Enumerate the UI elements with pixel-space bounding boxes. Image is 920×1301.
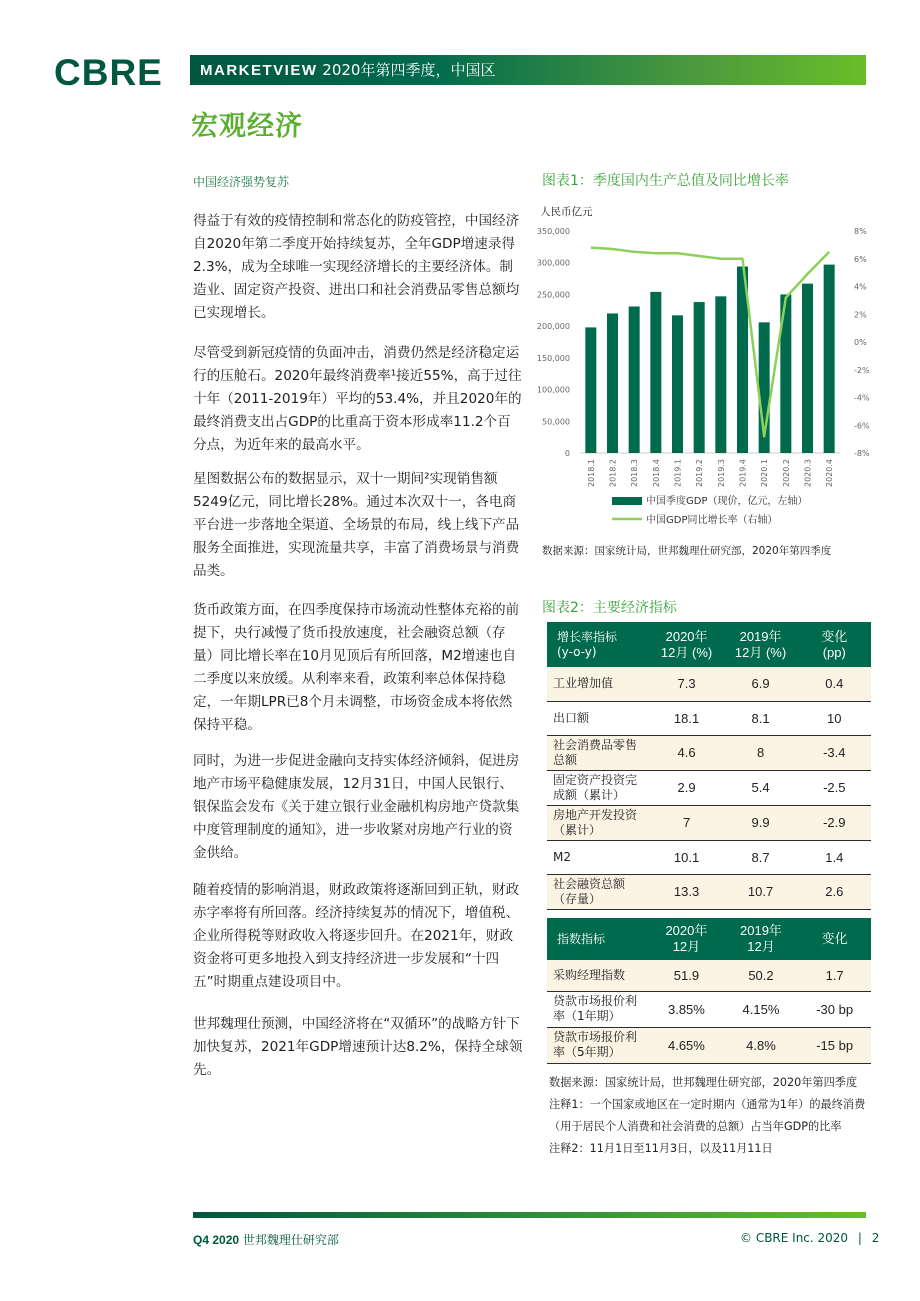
right-axis-tick-label: 4% xyxy=(854,282,867,292)
x-axis-tick-label: 2018.2 xyxy=(608,459,618,487)
indicator-value: 9.9 xyxy=(724,805,798,840)
indicator-value: 7 xyxy=(650,805,724,840)
right-axis-tick-label: -2% xyxy=(854,365,870,375)
indicator-value: 18.1 xyxy=(650,701,724,735)
left-axis-tick-label: 250,000 xyxy=(536,290,570,300)
indicator-name: 贷款市场报价利率（1年期） xyxy=(547,991,649,1027)
indicator-name: M2 xyxy=(547,840,650,874)
indicator-value: 13.3 xyxy=(650,874,724,909)
indicator-value: -2.9 xyxy=(798,805,871,840)
indicator-value: 8.7 xyxy=(724,840,798,874)
footer-separator: | xyxy=(857,1231,862,1245)
x-axis-tick-label: 2019.4 xyxy=(738,459,748,487)
indicator-value: -15 bp xyxy=(798,1027,871,1063)
indicator-name: 出口额 xyxy=(547,701,650,735)
left-axis-tick-label: 100,000 xyxy=(536,385,570,395)
footer-org: 世邦魏理仕研究部 xyxy=(242,1233,339,1247)
table-row xyxy=(547,1027,871,1063)
left-axis-tick-label: 150,000 xyxy=(536,353,570,363)
indicator-name: 贷款市场报价利率（5年期） xyxy=(547,1027,649,1063)
banner-text: 2020年第四季度，中国区 xyxy=(322,61,496,79)
x-axis-tick-label: 2020.3 xyxy=(803,459,813,487)
table1-header xyxy=(547,622,871,667)
left-axis-tick-label: 0 xyxy=(564,449,570,458)
indicator-value: 4.65% xyxy=(649,1027,724,1063)
gdp-bar xyxy=(650,292,661,453)
indicator-value: 2.9 xyxy=(650,770,724,805)
gdp-bar xyxy=(607,313,618,453)
indicator-name: 固定资产投资完成额（累计） xyxy=(547,770,650,805)
table1-header-cell: 2019年 12月 (%) xyxy=(724,622,798,667)
indicator-value: 4.8% xyxy=(724,1027,799,1063)
x-axis-tick-label: 2018.1 xyxy=(586,459,596,487)
x-axis-tick-label: 2018.4 xyxy=(651,459,661,487)
x-axis-tick-label: 2019.1 xyxy=(673,459,683,487)
chart1-source: 数据来源：国家统计局，世邦魏理仕研究部，2020年第四季度 xyxy=(542,545,832,557)
indicator-value: 6.9 xyxy=(724,667,798,701)
indicator-value: 1.7 xyxy=(798,960,871,991)
indicator-value: -3.4 xyxy=(798,735,871,770)
footer-bar xyxy=(193,1212,866,1218)
notes-source: 数据来源：国家统计局，世邦魏理仕研究部，2020年第四季度 xyxy=(549,1076,858,1089)
gdp-bar xyxy=(715,296,726,453)
gdp-chart xyxy=(536,200,876,540)
gdp-bar xyxy=(694,302,705,453)
footer-right xyxy=(740,1231,879,1245)
cbre-logo: CBRE xyxy=(54,52,163,93)
indicator-name: 采购经理指数 xyxy=(547,960,649,991)
table-row xyxy=(547,960,871,991)
indicator-value: 0.4 xyxy=(798,667,871,701)
indicator-value: 51.9 xyxy=(649,960,724,991)
gdp-bar xyxy=(672,315,683,453)
paragraph-4: 货币政策方面，在四季度保持市场流动性整体充裕的前提下，央行减慢了货币投放速度，社会融资总额（存量）同比增长率在10月见顶后有所回落，M2增速也自二季度以来放缓。从利率来看，政策利率总体保持稳定，一年期LPR已8个月未调整，市场资金成本将依然保持平稳。 xyxy=(193,602,520,733)
indicator-name: 社会融资总额（存量） xyxy=(547,874,650,909)
paragraph-6: 随着疫情的影响消退，财政政策将逐渐回到正轨，财政赤字率将有所回落。经济持续复苏的情况下，增值税、企业所得税等财政收入将逐步回升。在2021年，财政资金将可更多地投入到支持经济进一步发展和“十四五”时期重点建设项目中。 xyxy=(193,882,520,990)
left-axis-tick-label: 200,000 xyxy=(536,322,570,332)
chart1-y-axis-label: 人民币亿元 xyxy=(540,206,593,218)
gdp-bar xyxy=(802,284,813,453)
paragraph-7: 世邦魏理仕预测，中国经济将在“双循环”的战略方针下加快复苏，2021年GDP增速预计达8.2%，保持全球领先。 xyxy=(193,1016,523,1078)
indicator-value: 5.4 xyxy=(724,770,798,805)
right-axis-tick-label: 0% xyxy=(854,338,867,347)
table1-header-cell: 变化 (pp) xyxy=(798,622,871,667)
right-axis-tick-label: 8% xyxy=(854,227,867,236)
note-2: 注释2：11月1日至11月3日，以及11月11日 xyxy=(549,1142,773,1155)
note-1: 注释1：一个国家或地区在一定时期内（通常为1年）的最终消费（用于居民个人消费和社会消费的总额）占当年GDP的比率 xyxy=(549,1098,866,1133)
legend-growth-label: 中国GDP同比增长率（右轴） xyxy=(646,515,778,526)
x-axis-tick-label: 2020.1 xyxy=(760,459,770,487)
table-row xyxy=(547,770,871,805)
page-number: 2 xyxy=(871,1231,880,1245)
table-row xyxy=(547,701,871,735)
left-axis-tick-label: 50,000 xyxy=(542,417,570,427)
indicator-value: -2.5 xyxy=(798,770,871,805)
section-title: 宏观经济 xyxy=(191,111,303,142)
indicator-value: 4.15% xyxy=(724,991,799,1027)
table2-header-cell: 变化 xyxy=(798,918,871,960)
indicator-name: 工业增加值 xyxy=(547,667,650,701)
paragraph-3: 星图数据公布的数据显示，双十一期间²实现销售额5249亿元，同比增长28%。通过本次双十一，各电商平台进一步落地全渠道、全场景的布局，线上线下产品服务全面推进，实现流量共享，丰富了消费场景与消费品类。 xyxy=(193,471,520,579)
table-row xyxy=(547,805,871,840)
gdp-bar xyxy=(824,265,835,453)
table2-header-cell: 指数指标 xyxy=(547,918,649,960)
gdp-bar xyxy=(585,327,596,453)
right-axis-tick-label: -6% xyxy=(854,421,870,431)
x-axis-tick-label: 2020.4 xyxy=(825,459,835,487)
indicator-value: 2.6 xyxy=(798,874,871,909)
paragraph-5: 同时，为进一步促进金融向支持实体经济倾斜，促进房地产市场平稳健康发展，12月31日，中国人民银行、银保监会发布《关于建立银行业金融机构房地产贷款集中度管理制度的通知》，进一步收紧对房地产行业的资金供给。 xyxy=(193,753,520,861)
growth-indicators-table xyxy=(547,622,871,910)
chart2-title: 图表2：主要经济指标 xyxy=(542,600,677,616)
legend-gdp-swatch xyxy=(612,497,642,505)
table2-header-cell: 2019年 12月 xyxy=(724,918,799,960)
table-row xyxy=(547,735,871,770)
subhead: 中国经济强势复苏 xyxy=(193,175,290,189)
x-axis-tick-label: 2018.3 xyxy=(630,459,640,487)
table2-header-cell: 2020年 12月 xyxy=(649,918,724,960)
indicator-value: 7.3 xyxy=(650,667,724,701)
paragraph-2: 尽管受到新冠疫情的负面冲击，消费仍然是经济稳定运行的压舱石。2020年最终消费率¹接近55%，高于过往十年（2011-2019年）平均的53.4%，并且2020年的最终消费支出占GDP的比重高于资本形成率11.2个百分点，为近年来的最高水平。 xyxy=(193,345,522,453)
x-axis-tick-label: 2019.2 xyxy=(695,459,705,487)
x-axis-tick-label: 2019.3 xyxy=(716,459,726,487)
table1-header-cell: 2020年 12月 (%) xyxy=(650,622,724,667)
indicator-value: 3.85% xyxy=(649,991,724,1027)
table-row xyxy=(547,840,871,874)
indicator-value: 50.2 xyxy=(724,960,799,991)
right-axis-tick-label: -4% xyxy=(854,393,870,403)
left-axis-tick-label: 350,000 xyxy=(536,227,570,236)
indicator-name: 社会消费品零售总额 xyxy=(547,735,650,770)
indicator-name: 房地产开发投资（累计） xyxy=(547,805,650,840)
table-row xyxy=(547,991,871,1027)
right-axis-tick-label: 6% xyxy=(854,254,867,264)
right-axis-tick-label: -8% xyxy=(854,449,870,458)
x-axis-tick-label: 2020.2 xyxy=(781,459,791,487)
table-row xyxy=(547,874,871,909)
marketview-banner xyxy=(190,55,866,85)
table1-header-cell: 增长率指标 (y-o-y) xyxy=(547,622,650,667)
banner-brand: MARKETVIEW xyxy=(200,62,318,79)
paragraph-1: 得益于有效的疫情控制和常态化的防疫管控，中国经济自2020年第二季度开始持续复苏，全年GDP增速录得2.3%，成为全球唯一实现经济增长的主要经济体。制造业、固定资产投资、进出口和社会消费品零售总额均已实现增长。 xyxy=(193,213,520,321)
footer-quarter: Q4 2020 xyxy=(193,1233,240,1247)
gdp-bar xyxy=(629,306,640,453)
left-axis-tick-label: 300,000 xyxy=(536,258,570,268)
indicator-value: 10.7 xyxy=(724,874,798,909)
indicator-value: 10 xyxy=(798,701,871,735)
footer-copyright: © CBRE Inc. 2020 xyxy=(740,1231,849,1245)
legend-gdp-label: 中国季度GDP（现价，亿元，左轴） xyxy=(646,496,808,507)
chart1-title: 图表1：季度国内生产总值及同比增长率 xyxy=(542,173,789,189)
index-indicators-table xyxy=(547,918,871,1064)
indicator-value: 8 xyxy=(724,735,798,770)
table2-header xyxy=(547,918,871,960)
indicator-value: -30 bp xyxy=(798,991,871,1027)
indicator-value: 10.1 xyxy=(650,840,724,874)
table-row xyxy=(547,667,871,701)
right-axis-tick-label: 2% xyxy=(854,310,867,320)
indicator-value: 1.4 xyxy=(798,840,871,874)
gdp-growth-line xyxy=(591,248,829,437)
indicator-value: 4.6 xyxy=(650,735,724,770)
notes xyxy=(549,1072,879,1160)
indicator-value: 8.1 xyxy=(724,701,798,735)
footer-left xyxy=(193,1231,339,1248)
